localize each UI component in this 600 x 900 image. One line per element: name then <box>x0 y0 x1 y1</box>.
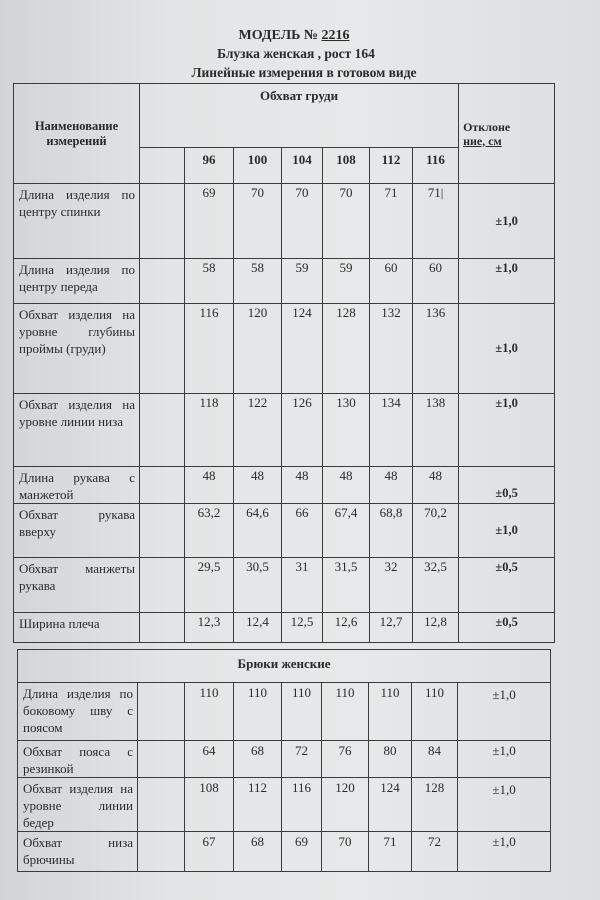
value-cell: 48 <box>234 467 282 504</box>
table-row <box>18 741 551 778</box>
blank-cell <box>138 778 185 832</box>
size-header: 96 <box>185 148 234 184</box>
blank-cell <box>140 184 185 259</box>
deviation-cell: ±1,0 <box>459 504 555 558</box>
table-row <box>14 558 555 613</box>
blank-cell <box>140 504 185 558</box>
value-cell: 48 <box>370 467 413 504</box>
value-cell: 32,5 <box>413 558 459 613</box>
document-subtitle: Блузка женская , рост 164 <box>217 46 375 61</box>
value-cell: 48 <box>413 467 459 504</box>
measurement-name: Длина изделия по центру спинки <box>14 184 140 259</box>
value-cell: 69 <box>282 832 322 872</box>
value-cell: 124 <box>369 778 412 832</box>
value-cell: 70 <box>323 184 370 259</box>
value-cell: 59 <box>282 259 323 304</box>
table-row <box>14 467 555 504</box>
blank-cell <box>140 558 185 613</box>
measurement-name: Обхват изделия на уровне линии низа <box>14 394 140 467</box>
value-cell: 72 <box>412 832 458 872</box>
measurement-name: Обхват пояса с резинкой <box>18 741 138 778</box>
value-cell: 48 <box>282 467 323 504</box>
value-cell: 30,5 <box>234 558 282 613</box>
girth-column-header: Обхват груди <box>140 84 459 148</box>
blank-cell <box>140 148 185 184</box>
deviation-cell: ±1,0 <box>458 832 551 872</box>
model-number: 2216 <box>321 28 350 43</box>
deviation-cell: ±0,5 <box>459 467 555 504</box>
value-cell: 136 <box>413 304 459 394</box>
value-cell: 12,3 <box>185 613 234 643</box>
blank-cell <box>140 304 185 394</box>
value-cell: 60 <box>413 259 459 304</box>
value-cell: 120 <box>322 778 369 832</box>
blank-cell <box>140 394 185 467</box>
measurement-name: Обхват манжеты рукава <box>14 558 140 613</box>
value-cell: 110 <box>234 683 282 741</box>
deviation-cell: ±1,0 <box>458 778 551 832</box>
table-row <box>14 304 555 394</box>
value-cell: 70 <box>282 184 323 259</box>
size-header: 112 <box>370 148 413 184</box>
value-cell: 48 <box>185 467 234 504</box>
deviation-header-line1: Отклоне <box>463 119 511 134</box>
table-row <box>14 613 555 643</box>
measurement-name: Обхват изделия на уровне глубины проймы (груди) <box>14 304 140 394</box>
blank-cell <box>140 613 185 643</box>
value-cell: 124 <box>282 304 323 394</box>
value-cell: 72 <box>282 741 322 778</box>
deviation-cell: ±0,5 <box>459 558 555 613</box>
value-cell: 63,2 <box>185 504 234 558</box>
value-cell: 29,5 <box>185 558 234 613</box>
value-cell: 68 <box>234 741 282 778</box>
value-cell: 110 <box>369 683 412 741</box>
deviation-cell: ±0,5 <box>459 613 555 643</box>
value-cell: 59 <box>323 259 370 304</box>
deviation-column-header <box>459 84 555 184</box>
value-cell: 48 <box>323 467 370 504</box>
value-cell: 69 <box>185 184 234 259</box>
blank-cell <box>140 259 185 304</box>
table-row <box>18 683 551 741</box>
model-title <box>0 28 594 44</box>
value-cell: 31,5 <box>323 558 370 613</box>
value-cell: 12,7 <box>370 613 413 643</box>
blank-cell <box>138 741 185 778</box>
value-cell: 110 <box>282 683 322 741</box>
deviation-cell: ±1,0 <box>459 394 555 467</box>
value-cell: 71 <box>369 832 412 872</box>
value-cell: 71 <box>370 184 413 259</box>
measurement-name: Длина рукава с манжетой <box>14 467 140 504</box>
deviation-cell: ±1,0 <box>459 184 555 259</box>
measurement-name: Обхват изделия на уровне линии бедер <box>18 778 138 832</box>
measurement-name: Длина изделия по боковому шву с поясом <box>18 683 138 741</box>
measurement-name: Обхват низа брючины <box>18 832 138 872</box>
deviation-cell: ±1,0 <box>459 304 555 394</box>
table-row <box>18 778 551 832</box>
value-cell: 80 <box>369 741 412 778</box>
value-cell: 110 <box>185 683 234 741</box>
table-row <box>14 259 555 304</box>
value-cell: 12,4 <box>234 613 282 643</box>
table-row <box>14 394 555 467</box>
blank-cell <box>140 467 185 504</box>
model-label: МОДЕЛЬ № <box>238 28 318 43</box>
size-header: 108 <box>323 148 370 184</box>
value-cell: 110 <box>322 683 369 741</box>
value-cell: 130 <box>323 394 370 467</box>
deviation-header-line2: ние, см <box>463 133 502 148</box>
value-cell: 70 <box>322 832 369 872</box>
value-cell: 70 <box>234 184 282 259</box>
table-row <box>14 504 555 558</box>
name-header-text: Наименование измерений <box>34 118 119 148</box>
deviation-cell: ±1,0 <box>459 259 555 304</box>
value-cell: 32 <box>370 558 413 613</box>
measurement-name: Длина изделия по центру переда <box>14 259 140 304</box>
value-cell: 122 <box>234 394 282 467</box>
value-cell: 71| <box>413 184 459 259</box>
blank-cell <box>138 832 185 872</box>
value-cell: 116 <box>185 304 234 394</box>
measurement-name: Обхват рукава вверху <box>14 504 140 558</box>
value-cell: 128 <box>412 778 458 832</box>
value-cell: 58 <box>234 259 282 304</box>
value-cell: 118 <box>185 394 234 467</box>
blouse-measurements-table <box>13 83 555 643</box>
value-cell: 110 <box>412 683 458 741</box>
document-caption: Линейные измерения в готовом виде <box>191 65 417 80</box>
table-row <box>18 832 551 872</box>
name-column-header <box>14 84 140 184</box>
size-header: 116 <box>413 148 459 184</box>
value-cell: 67,4 <box>323 504 370 558</box>
value-cell: 12,6 <box>323 613 370 643</box>
value-cell: 120 <box>234 304 282 394</box>
value-cell: 68 <box>234 832 282 872</box>
value-cell: 84 <box>412 741 458 778</box>
value-cell: 12,5 <box>282 613 323 643</box>
size-header: 100 <box>234 148 282 184</box>
value-cell: 66 <box>282 504 323 558</box>
deviation-cell: ±1,0 <box>458 741 551 778</box>
value-cell: 76 <box>322 741 369 778</box>
value-cell: 64,6 <box>234 504 282 558</box>
value-cell: 12,8 <box>413 613 459 643</box>
pants-section-title: Брюки женские <box>18 650 551 683</box>
value-cell: 64 <box>185 741 234 778</box>
value-cell: 138 <box>413 394 459 467</box>
pants-measurements-table <box>17 649 551 872</box>
value-cell: 132 <box>370 304 413 394</box>
value-cell: 31 <box>282 558 323 613</box>
blank-cell <box>138 683 185 741</box>
value-cell: 68,8 <box>370 504 413 558</box>
value-cell: 116 <box>282 778 322 832</box>
value-cell: 67 <box>185 832 234 872</box>
value-cell: 134 <box>370 394 413 467</box>
value-cell: 70,2 <box>413 504 459 558</box>
value-cell: 108 <box>185 778 234 832</box>
deviation-cell: ±1,0 <box>458 683 551 741</box>
value-cell: 60 <box>370 259 413 304</box>
measurement-name: Ширина плеча <box>14 613 140 643</box>
value-cell: 58 <box>185 259 234 304</box>
value-cell: 126 <box>282 394 323 467</box>
value-cell: 112 <box>234 778 282 832</box>
table-row <box>14 184 555 259</box>
size-header: 104 <box>282 148 323 184</box>
value-cell: 128 <box>323 304 370 394</box>
